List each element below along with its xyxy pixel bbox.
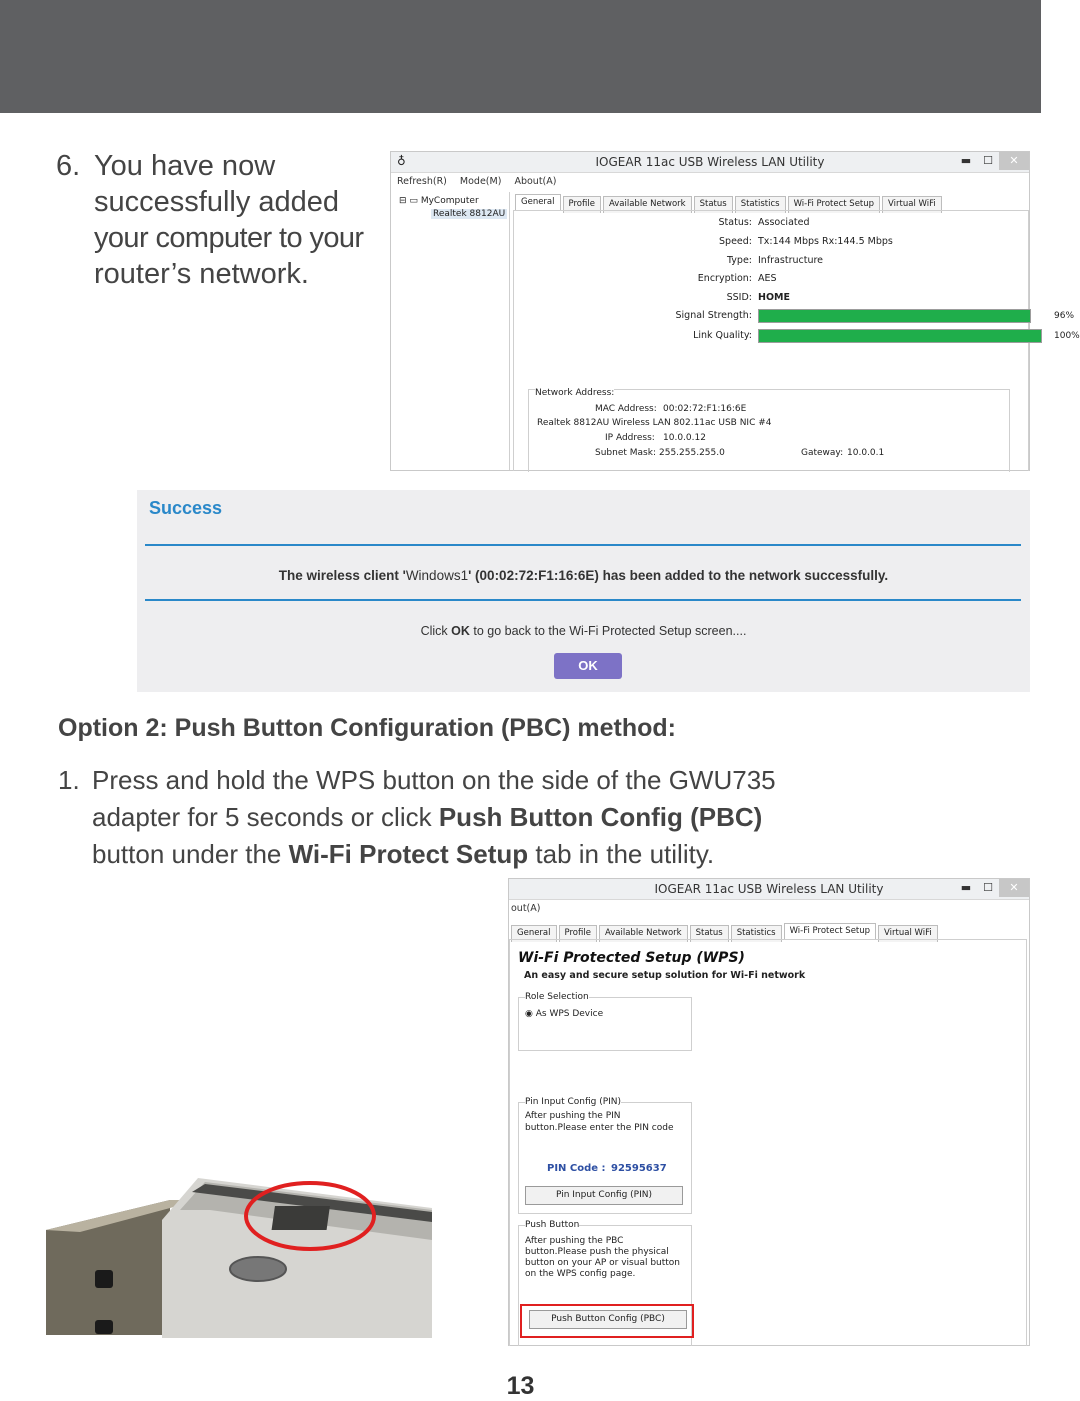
mac-value: 00:02:72:F1:16:6E	[663, 404, 747, 414]
minimize-button[interactable]: ▬	[960, 881, 972, 894]
utility-window-general	[390, 151, 1080, 471]
tab-statistics[interactable]: Statistics	[735, 196, 786, 213]
tab-status[interactable]: Status	[690, 925, 729, 942]
device-tree	[391, 192, 510, 470]
tab-wifi-protect-setup[interactable]: Wi-Fi Protect Setup	[784, 923, 876, 940]
role-selection-group	[518, 992, 692, 1051]
usb-slot	[95, 1270, 113, 1288]
field-label: Status:	[718, 217, 752, 228]
mask-value: 255.255.255.0	[659, 448, 725, 458]
ip-label: IP Address:	[605, 433, 655, 443]
field-label: Encryption:	[697, 273, 752, 284]
mask-label: Subnet Mask:	[595, 448, 656, 458]
message-text: ' (00:02:72:F1:16:6E) has been added to the network successfully.	[468, 568, 889, 583]
step-6-text	[94, 148, 363, 292]
pin-group-title: Pin Input Config (PIN)	[525, 1097, 622, 1107]
header-bar	[0, 0, 1041, 113]
role-option-label: As WPS Device	[535, 1009, 604, 1019]
field-label: SSID:	[726, 292, 752, 303]
step-1-segment: adapter for 5 seconds or click	[92, 802, 439, 832]
step-6-line: successfully added	[94, 186, 340, 218]
push-description: After pushing the PBC	[525, 1236, 624, 1246]
signal-label: Signal Strength:	[675, 310, 752, 321]
step-6-number: 6.	[56, 150, 81, 182]
step-1-line	[92, 836, 922, 873]
maximize-button[interactable]: ☐	[983, 154, 993, 167]
computer-icon: ▭	[409, 196, 418, 206]
app-icon: ♁	[397, 154, 406, 168]
tab-general[interactable]: General	[511, 925, 557, 942]
close-button[interactable]: ✕	[999, 879, 1029, 897]
step-1-line	[92, 799, 922, 836]
signal-value: 96%	[1054, 311, 1075, 321]
field-value: AES	[758, 273, 777, 284]
tab-status[interactable]: Status	[694, 196, 733, 213]
ok-button[interactable]: OK	[554, 653, 622, 679]
tab-virtual-wifi[interactable]: Virtual WiFi	[878, 925, 938, 942]
client-name: Windows1	[405, 568, 469, 583]
wps-subheading: An easy and secure setup solution for Wi-Fi network	[524, 970, 806, 981]
utility-window-wps	[508, 878, 1030, 1346]
network-address-title: Network Address:	[535, 388, 615, 398]
pin-description: After pushing the PIN	[525, 1111, 621, 1121]
window-title: IOGEAR 11ac USB Wireless LAN Utility	[654, 882, 884, 896]
step-1-line: Press and hold the WPS button on the side of the GWU735	[92, 765, 776, 795]
role-group-title: Role Selection	[525, 992, 589, 1002]
field-value: Infrastructure	[758, 255, 824, 266]
tab-wifi-protect-setup[interactable]: Wi-Fi Protect Setup	[788, 196, 880, 213]
menu-bar	[397, 176, 566, 187]
divider	[145, 544, 1021, 546]
message-text: The wireless client '	[278, 568, 406, 583]
push-description: button on your AP or visual button	[525, 1258, 681, 1268]
step-6-line: router’s network.	[94, 258, 309, 290]
field-label: Speed:	[719, 236, 752, 247]
maximize-button[interactable]: ☐	[983, 881, 993, 894]
title-bar	[391, 152, 1029, 173]
title-bar	[509, 879, 1029, 900]
radio-selected-icon[interactable]: ◉	[525, 1009, 533, 1019]
menu-refresh[interactable]: Refresh(R)	[397, 176, 447, 187]
led-indicator	[230, 1257, 286, 1281]
field-value: Tx:144 Mbps Rx:144.5 Mbps	[758, 236, 893, 247]
gateway-value: 10.0.0.1	[847, 448, 885, 458]
menu-mode[interactable]: Mode(M)	[459, 176, 502, 187]
step-1-bold: Push Button Config (PBC)	[438, 802, 763, 832]
page-number: 13	[506, 1372, 535, 1400]
general-panel	[513, 210, 1080, 471]
tab-general[interactable]: General	[515, 194, 561, 211]
link-label: Link Quality:	[693, 330, 752, 341]
pin-input-group	[518, 1097, 692, 1214]
field-value: Associated	[758, 217, 810, 228]
wps-panel	[509, 939, 1027, 1346]
ssid-value: HOME	[758, 292, 790, 303]
success-message	[137, 568, 1030, 583]
tab-profile[interactable]: Profile	[559, 925, 597, 942]
step-1-segment: button under the	[92, 839, 289, 869]
pbc-highlight-box	[520, 1304, 694, 1338]
adapter-name: Realtek 8812AU Wireless LAN 802.11ac USB NIC #4	[537, 418, 772, 428]
tab-available-network[interactable]: Available Network	[603, 196, 692, 213]
tab-statistics[interactable]: Statistics	[731, 925, 782, 942]
tab-profile[interactable]: Profile	[563, 196, 601, 213]
menu-about[interactable]: out(A)	[511, 903, 541, 914]
divider	[145, 599, 1021, 601]
ip-value: 10.0.0.12	[663, 433, 706, 443]
field-label: Type:	[726, 255, 752, 266]
minimize-button[interactable]: ▬	[960, 154, 972, 167]
tab-virtual-wifi[interactable]: Virtual WiFi	[882, 196, 942, 213]
tab-available-network[interactable]: Available Network	[599, 925, 688, 942]
tree-child[interactable]: Realtek 8812AU	[433, 209, 506, 219]
step-1-bold: Wi-Fi Protect Setup	[288, 839, 529, 869]
success-instruction	[137, 624, 1030, 638]
instruction-ok: OK	[451, 624, 470, 638]
pin-code-label: PIN Code :	[547, 1163, 606, 1174]
close-button[interactable]: ✕	[999, 152, 1029, 170]
instruction-text: to go back to the Wi-Fi Protected Setup screen....	[469, 624, 747, 638]
success-dialog	[137, 490, 1030, 692]
step-1-segment: tab in the utility.	[528, 839, 715, 869]
pin-description: button.Please enter the PIN code	[525, 1123, 674, 1133]
usb-slot	[95, 1320, 113, 1334]
push-group-title: Push Button	[525, 1220, 580, 1230]
push-description: button.Please push the physical	[525, 1247, 669, 1257]
window-title: IOGEAR 11ac USB Wireless LAN Utility	[595, 155, 825, 169]
pin-code-value: 92595637	[611, 1163, 667, 1174]
mac-label: MAC Address:	[595, 404, 657, 414]
usb-adapter-illustration	[40, 1170, 432, 1340]
step-6-line: your computer to your	[94, 222, 364, 254]
role-option[interactable]	[525, 1009, 603, 1019]
wps-heading: Wi-Fi Protected Setup (WPS)	[518, 950, 745, 966]
signal-strength-bar	[758, 309, 1031, 323]
menu-bar	[511, 903, 550, 914]
push-button-config-button[interactable]: Push Button Config (PBC)	[529, 1310, 687, 1329]
step-1-text	[92, 762, 922, 873]
tree-root[interactable]: MyComputer	[420, 196, 479, 206]
tree-expand-icon[interactable]: ⊟	[399, 196, 407, 206]
option-2-heading: Option 2: Push Button Configuration (PBC) method:	[58, 714, 676, 742]
wps-button	[272, 1206, 330, 1230]
pin-input-config-button[interactable]: Pin Input Config (PIN)	[525, 1186, 683, 1205]
link-value: 100%	[1054, 331, 1080, 341]
success-title: Success	[149, 498, 223, 518]
instruction-text: Click	[420, 624, 452, 638]
push-description: on the WPS config page.	[525, 1269, 636, 1279]
link-quality-bar	[758, 329, 1042, 343]
menu-about[interactable]: About(A)	[514, 176, 557, 187]
step-1-number: 1.	[58, 765, 80, 795]
gateway-label: Gateway:	[801, 448, 844, 458]
network-address-group	[528, 389, 1010, 472]
step-6-line: You have now	[94, 150, 276, 182]
